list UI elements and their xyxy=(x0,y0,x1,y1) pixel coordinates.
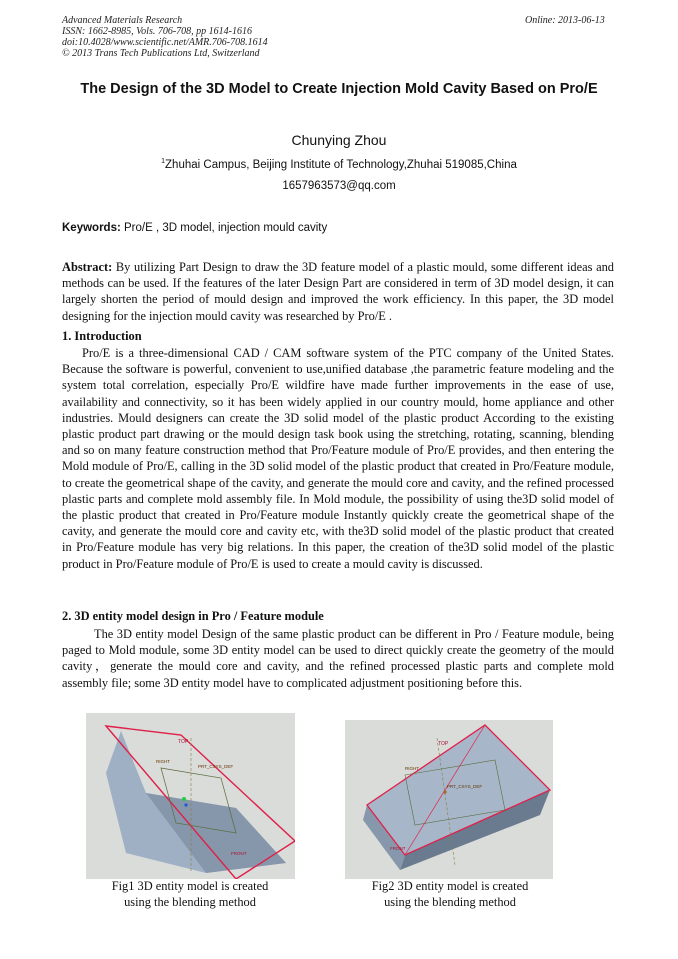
author-email[interactable]: 1657963573@qq.com xyxy=(282,180,396,192)
figure-1-caption-line-2: using the blending method xyxy=(124,895,256,909)
affiliation-superscript: 1 xyxy=(161,158,166,165)
keywords xyxy=(62,222,327,234)
affiliation xyxy=(62,158,616,171)
coordinate-origin-marker xyxy=(182,797,186,801)
figure-2-caption-line-2: using the blending method xyxy=(384,895,516,909)
abstract-text: By utilizing Part Design to draw the 3D feature model of a plastic mould, some different ideas and methods can be used. If the features of the later Design Part are considered in term of 3D model design, it can largely shorten the period of mould design and improved the work efficiency. In this paper, the 3D model designing for the injection mould cavity was researched by Pro/E . xyxy=(62,260,614,323)
journal-header xyxy=(62,15,268,59)
doi-line[interactable]: doi:10.4028/www.scientific.net/AMR.706-708.1614 xyxy=(62,37,268,48)
journal-name: Advanced Materials Research xyxy=(62,15,183,26)
label-top: TOP xyxy=(438,741,449,747)
issn-line: ISSN: 1662-8985, Vols. 706-708, pp 1614-1616 xyxy=(62,26,252,37)
figure-1-drawing xyxy=(86,713,295,879)
coordinate-origin-marker xyxy=(443,790,446,793)
label-right: RIGHT xyxy=(405,766,419,771)
figure-2-caption xyxy=(330,878,570,910)
figure-2-drawing xyxy=(345,720,553,879)
label-csys: PRT_CSYS_DEF xyxy=(198,764,234,769)
online-date: Online: 2013-06-13 xyxy=(525,15,605,26)
entity-model-paragraph: The 3D entity model Design of the same plastic product can be different in Pro / Feature module, being paged to Mold module, some 3D entity model can be used to direct quickly create the geometry of the mould cavity，generate the mould core and cavity, and the refined processed plastic parts and complete mold assembly file; some 3D entity model have to complicated adjustment positioning before this. xyxy=(62,627,614,690)
label-front: FRONT xyxy=(231,851,247,856)
copyright-line: © 2013 Trans Tech Publications Ltd, Switzerland xyxy=(62,48,260,59)
label-right: RIGHT xyxy=(156,759,170,764)
affiliation-text: Zhuhai Campus, Beijing Institute of Technology,Zhuhai 519085,China xyxy=(165,158,517,171)
label-front: FRONT xyxy=(390,846,406,851)
coordinate-axis-marker xyxy=(184,803,187,806)
introduction-paragraph: Pro/E is a three-dimensional CAD / CAM software system of the PTC company of the United States. Because the software is powerful, convenient to use,unified database ,the parametric feature modeling and the system total correlation, especially Pro/E wildfire have made further improvements in the ease of use, availability and connectivity, so it has been widely applied in our country mould, home appliance and other industries. Mould designers can create the 3D solid model of the plastic product According to the existing plastic product part drawing or the mould design task book using the stretching, rotating, scanning, blending and so on many feature construction method that Pro/Feature module of Pro/E provides, and then entering the Mold module of Pro/E, calling in the 3D solid model of the plastic product that created in Pro/Feature module, to create the geometrical shape of the cavity, and generate the mould core and cavity, and the refined processed plastic parts and complete mold assembly file. In Mold module, the possibility of using the3D solid model of the plastic product that created in Pro/Feature module Instantly quickly create the geometrical shape of the cavity, and generate the mould core and cavity etc, with the3D solid model of the plastic product that created in Pro/Feature module has very big relations. In this paper, the creation of the3D solid model of the plastic product in Pro/Feature module of Pro/E is used to create a mould cavity is discussed. xyxy=(62,346,614,571)
section-heading-entity-model: 2. 3D entity model design in Pro / Feature module xyxy=(62,609,324,623)
keywords-text: Pro/E , 3D model, injection mould cavity xyxy=(120,222,328,234)
label-csys: PRT_CSYS_DEF xyxy=(447,784,483,789)
figure-1-image xyxy=(86,713,295,879)
author-name: Chunying Zhou xyxy=(291,132,387,148)
section-heading-introduction: 1. Introduction xyxy=(62,329,142,343)
abstract xyxy=(62,259,614,324)
paper-title: The Design of the 3D Model to Create Injection Mold Cavity Based on Pro/E xyxy=(80,81,598,97)
abstract-label: Abstract: xyxy=(62,260,113,274)
label-top: TOP xyxy=(178,739,189,745)
figure-1-caption xyxy=(70,878,310,910)
keywords-label: Keywords: xyxy=(62,222,121,234)
figure-2-caption-line-1: Fig2 3D entity model is created xyxy=(371,879,529,893)
figure-2-image xyxy=(345,720,553,879)
figure-1-caption-line-1: Fig1 3D entity model is created xyxy=(111,879,269,893)
